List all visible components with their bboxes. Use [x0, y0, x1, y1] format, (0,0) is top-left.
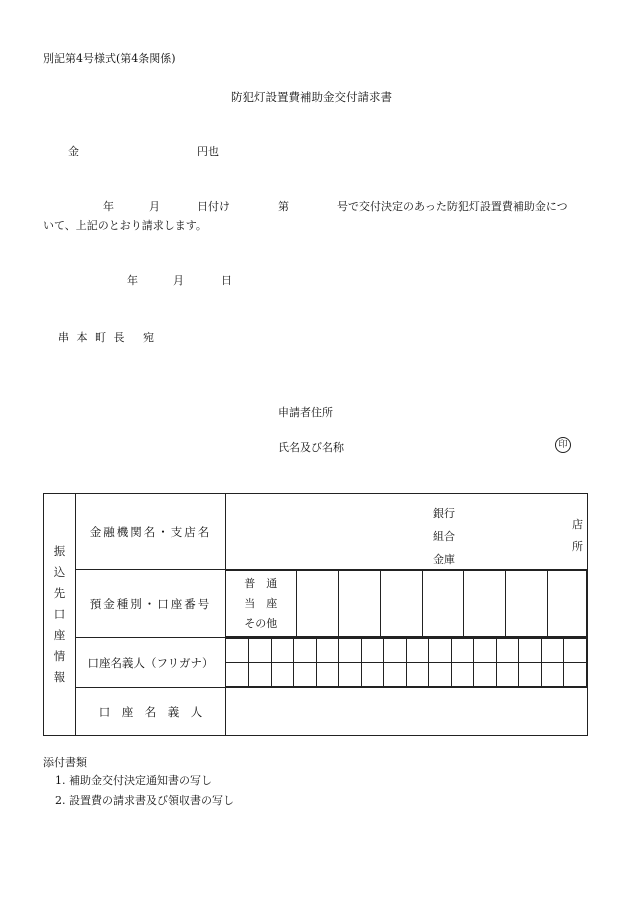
kana-cell[interactable] [271, 639, 294, 663]
account-number-digit[interactable] [422, 571, 463, 637]
kana-cell[interactable] [361, 639, 384, 663]
document-title: 防犯灯設置費補助金交付請求書 [231, 90, 392, 104]
account-number-digit[interactable] [547, 571, 587, 637]
kana-cell[interactable] [429, 663, 452, 687]
kana-cell[interactable] [294, 639, 317, 663]
account-holder-kana-label: 口座名義人（フリガナ） [76, 638, 226, 688]
bank-account-table [43, 493, 588, 736]
kana-cell[interactable] [564, 663, 587, 687]
kana-cell[interactable] [519, 663, 542, 687]
kana-cell[interactable] [339, 663, 362, 687]
kana-cell[interactable] [406, 639, 429, 663]
account-holder-field[interactable] [226, 688, 588, 736]
kana-cell[interactable] [451, 639, 474, 663]
kana-cell[interactable] [226, 663, 249, 687]
kana-cell[interactable] [271, 663, 294, 687]
form-reference: 別記第4号様式(第4条関係) [43, 52, 176, 65]
account-number-digit[interactable] [505, 571, 547, 637]
applicant-address-label: 申請者住所 [278, 406, 333, 419]
attachments-heading: 添付書類 [43, 756, 87, 769]
bank-name-label: 金融機関名・支店名 [76, 494, 226, 570]
body-day: 日付け [197, 200, 230, 213]
deposit-type-options[interactable]: 普 通 当 座 その他 [226, 571, 296, 637]
kana-cell[interactable] [384, 639, 407, 663]
attachment-item: 2. 設置費の請求書及び領収書の写し [55, 794, 234, 807]
seal-mark: 印 [555, 437, 571, 453]
kana-cell[interactable] [541, 663, 564, 687]
attachment-item: 1. 補助金交付決定通知書の写し [55, 774, 212, 787]
branch-type-options: 店 所 [572, 518, 583, 553]
account-number-digit[interactable] [296, 571, 338, 637]
account-number-digit[interactable] [463, 571, 505, 637]
bank-name-field[interactable] [226, 494, 588, 570]
kana-cell[interactable] [384, 663, 407, 687]
date-month: 月 [173, 274, 184, 287]
kana-cell[interactable] [339, 639, 362, 663]
body-text-line1: 号で交付決定のあった防犯灯設置費補助金につ [337, 200, 568, 213]
kana-cell[interactable] [429, 639, 452, 663]
applicant-name-label: 氏名及び名称 [278, 441, 344, 454]
kana-cell[interactable] [406, 663, 429, 687]
body-dai: 第 [278, 200, 289, 213]
kana-cell[interactable] [496, 639, 519, 663]
kana-cell[interactable] [474, 639, 497, 663]
amount-suffix: 円也 [197, 145, 219, 158]
deposit-number-field [226, 570, 588, 638]
kana-cell[interactable] [316, 639, 339, 663]
kana-cell[interactable] [249, 663, 272, 687]
amount-prefix: 金 [68, 145, 79, 158]
account-number-digit[interactable] [380, 571, 422, 637]
kana-cell[interactable] [451, 663, 474, 687]
body-text-line2: いて、上記のとおり請求します。 [43, 219, 207, 232]
addressee: 串 本 町 長 宛 [58, 331, 154, 344]
account-holder-label: 口 座 名 義 人 [76, 688, 226, 736]
account-info-side-label: 振 込 先 口 座 情 報 [44, 494, 76, 736]
kana-cell[interactable] [564, 639, 587, 663]
kana-cell[interactable] [519, 639, 542, 663]
body-month: 月 [149, 200, 160, 213]
kana-cell[interactable] [226, 639, 249, 663]
date-year: 年 [127, 274, 138, 287]
kana-cell[interactable] [316, 663, 339, 687]
kana-cell[interactable] [496, 663, 519, 687]
kana-cell[interactable] [294, 663, 317, 687]
kana-cell[interactable] [249, 639, 272, 663]
kana-cell[interactable] [474, 663, 497, 687]
bank-type-options: 銀行 組合 金庫 [433, 507, 455, 566]
account-number-digit[interactable] [338, 571, 380, 637]
deposit-type-label: 預金種別・口座番号 [76, 570, 226, 638]
date-day: 日 [221, 274, 232, 287]
kana-cell[interactable] [361, 663, 384, 687]
account-holder-kana-field[interactable] [226, 638, 588, 688]
kana-cell[interactable] [541, 639, 564, 663]
body-year: 年 [103, 200, 114, 213]
